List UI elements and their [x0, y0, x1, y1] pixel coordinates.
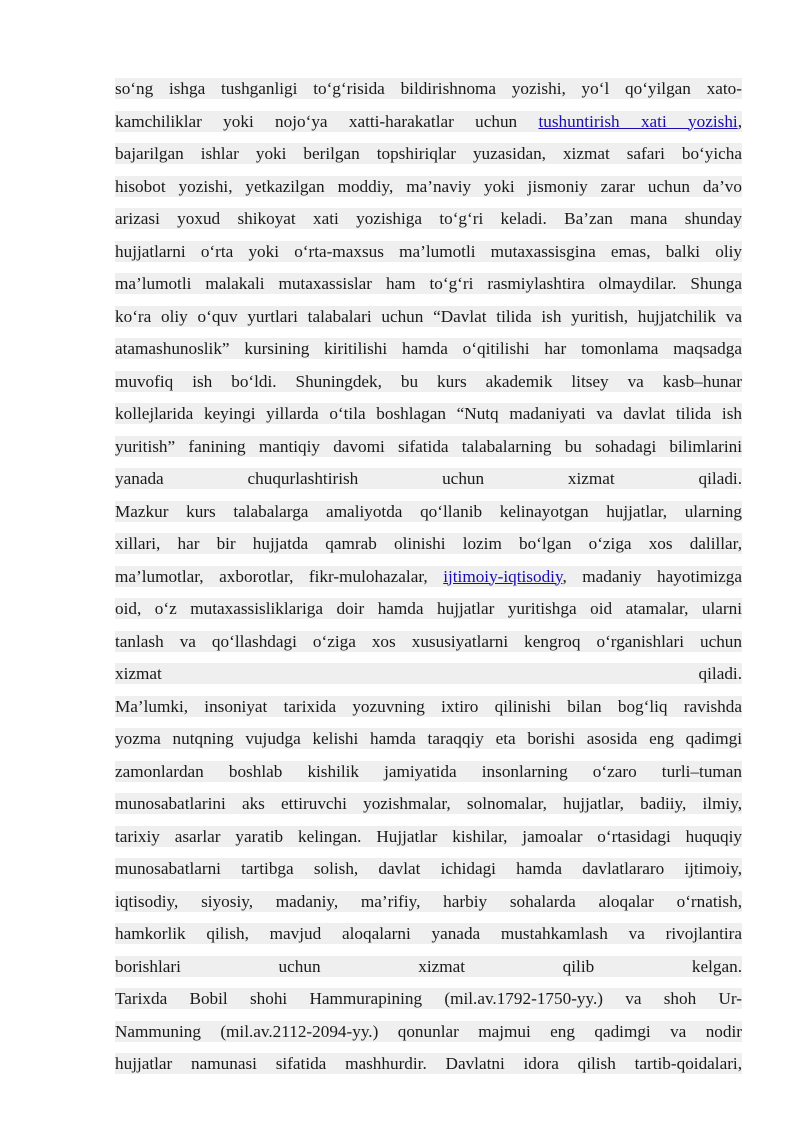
text-line-content: hujjatlarni o‘rta yoki o‘rta-maxsus ma’lumotli mutaxassisgina emas, balki oliy [115, 241, 742, 261]
text-line [115, 268, 742, 301]
text-line-content: yozma nutqning vujudga kelishi hamda taraqqiy eta borishi asosida eng qadimgi [115, 729, 742, 748]
text-line-content [115, 567, 742, 586]
text-line [115, 723, 742, 756]
text-line [115, 236, 742, 269]
text-line [115, 886, 742, 919]
text-line-content: yuritish” fanining mantiqiy davomi sifatida talabalarning bu sohadagi bilimlarini [115, 436, 742, 456]
text-line [115, 658, 742, 691]
text-line [115, 366, 742, 399]
inline-link[interactable]: ijtimoiy-iqtisodiy [443, 566, 563, 586]
text-line [115, 73, 742, 106]
text-line [115, 496, 742, 529]
text-line [115, 593, 742, 626]
text-line-content: so‘ng ishga tushganligi to‘g‘risida bildirishnoma yozishi, yo‘l qo‘yilgan xato- [115, 79, 742, 98]
text-line-content: muvofiq ish bo‘ldi. Shuningdek, bu kurs akademik litsey va kasb–hunar [115, 371, 742, 391]
text-line-content: atamashunoslik” kursining kiritilishi hamda o‘qitilishi har tomonlama maqsadga [115, 339, 742, 358]
text-line [115, 561, 742, 594]
text-line-content: hamkorlik qilish, mavjud aloqalarni yanada mustahkamlash va rivojlantira [115, 924, 742, 943]
text-line-content: hujjatlar namunasi sifatida mashhurdir. Davlatni idora qilish tartib-qoidalari, [115, 1054, 742, 1073]
text-line [115, 171, 742, 204]
text-line [115, 1048, 742, 1081]
text-line-content: borishlari uchun xizmat qilib kelgan. [115, 956, 742, 976]
text-line-content: ko‘ra oliy o‘quv yurtlari talabalari uchun “Davlat tilida ish yuritish, hujjatchilik va [115, 306, 742, 326]
text-line-content: iqtisodiy, siyosiy, madaniy, ma’rifiy, harbiy sohalarda aloqalar o‘rnatish, [115, 891, 742, 911]
text-segment: ma’lumotlar, axborotlar, fikr-mulohazalar, [115, 566, 444, 586]
text-line-content: tarixiy asarlar yaratib kelingan. Hujjatlar kishilar, jamoalar o‘rtasidagi huquqiy [115, 826, 742, 846]
text-line [115, 203, 742, 236]
text-line-content: Tarixda Bobil shohi Hammurapining (mil.av.1792-1750-yy.) va shoh Ur- [115, 989, 742, 1008]
text-segment: kamchiliklar yoki nojo‘ya xatti-harakatlar uchun [115, 111, 539, 131]
text-line [115, 983, 742, 1016]
text-line [115, 821, 742, 854]
text-line [115, 463, 742, 496]
text-line [115, 756, 742, 789]
text-line-content: hisobot yozishi, yetkazilgan moddiy, ma’naviy yoki jismoniy zarar uchun da’vo [115, 176, 742, 196]
text-line [115, 918, 742, 951]
text-line-content: yanada chuqurlashtirish uchun xizmat qiladi. [115, 469, 742, 488]
text-line-content: Ma’lumki, insoniyat tarixida yozuvning ixtiro qilinishi bilan bog‘liq ravishda [115, 696, 742, 716]
text-line-content: bajarilgan ishlar yoki berilgan topshiriqlar yuzasidan, xizmat safari bo‘yicha [115, 144, 742, 163]
text-line [115, 528, 742, 561]
text-line [115, 301, 742, 334]
text-line-content [115, 112, 742, 131]
text-line-content: kollejlarida keyingi yillarda o‘tila boshlagan “Nutq madaniyati va davlat tilida ish [115, 404, 742, 423]
text-line-content: munosabatlarini aks ettiruvchi yozishmalar, solnomalar, hujjatlar, badiiy, ilmiy, [115, 794, 742, 813]
text-line [115, 138, 742, 171]
document-text-body [115, 73, 742, 1081]
text-line [115, 853, 742, 886]
text-line-content: munosabatlarni tartibga solish, davlat ichidagi hamda davlatlararo ijtimoiy, [115, 859, 742, 878]
text-line [115, 788, 742, 821]
text-line-content: Mazkur kurs talabalarga amaliyotda qo‘llanib kelinayotgan hujjatlar, ularning [115, 501, 742, 521]
text-line-content: arizasi yoxud shikoyat xati yozishiga to‘g‘ri keladi. Ba’zan mana shunday [115, 209, 742, 228]
text-line [115, 333, 742, 366]
text-line-content: zamonlardan boshlab kishilik jamiyatida insonlarning o‘zaro turli–tuman [115, 761, 742, 781]
text-line [115, 691, 742, 724]
text-line [115, 951, 742, 984]
text-line [115, 1016, 742, 1049]
text-line-content: ma’lumotli malakali mutaxassislar ham to‘g‘ri rasmiylashtira olmaydilar. Shunga [115, 274, 742, 293]
text-line [115, 431, 742, 464]
text-line [115, 398, 742, 431]
text-line-content: Nammuning (mil.av.2112-2094-yy.) qonunlar majmui eng qadimgi va nodir [115, 1021, 742, 1041]
text-segment: , [737, 111, 742, 131]
text-line [115, 106, 742, 139]
text-line-content: xillari, har bir hujjatda qamrab olinishi lozim bo‘lgan o‘ziga xos dalillar, [115, 534, 742, 553]
text-segment: , madaniy hayotimizga [562, 566, 742, 586]
inline-link[interactable]: tushuntirish xati yozishi [538, 111, 738, 131]
text-line-content: oid, o‘z mutaxassisliklariga doir hamda hujjatlar yuritishga oid atamalar, ularni [115, 599, 742, 618]
text-line [115, 626, 742, 659]
text-line-content: tanlash va qo‘llashdagi o‘ziga xos xususiyatlarni kengroq o‘rganishlari uchun [115, 631, 742, 651]
text-line-content: xizmat qiladi. [115, 664, 742, 683]
